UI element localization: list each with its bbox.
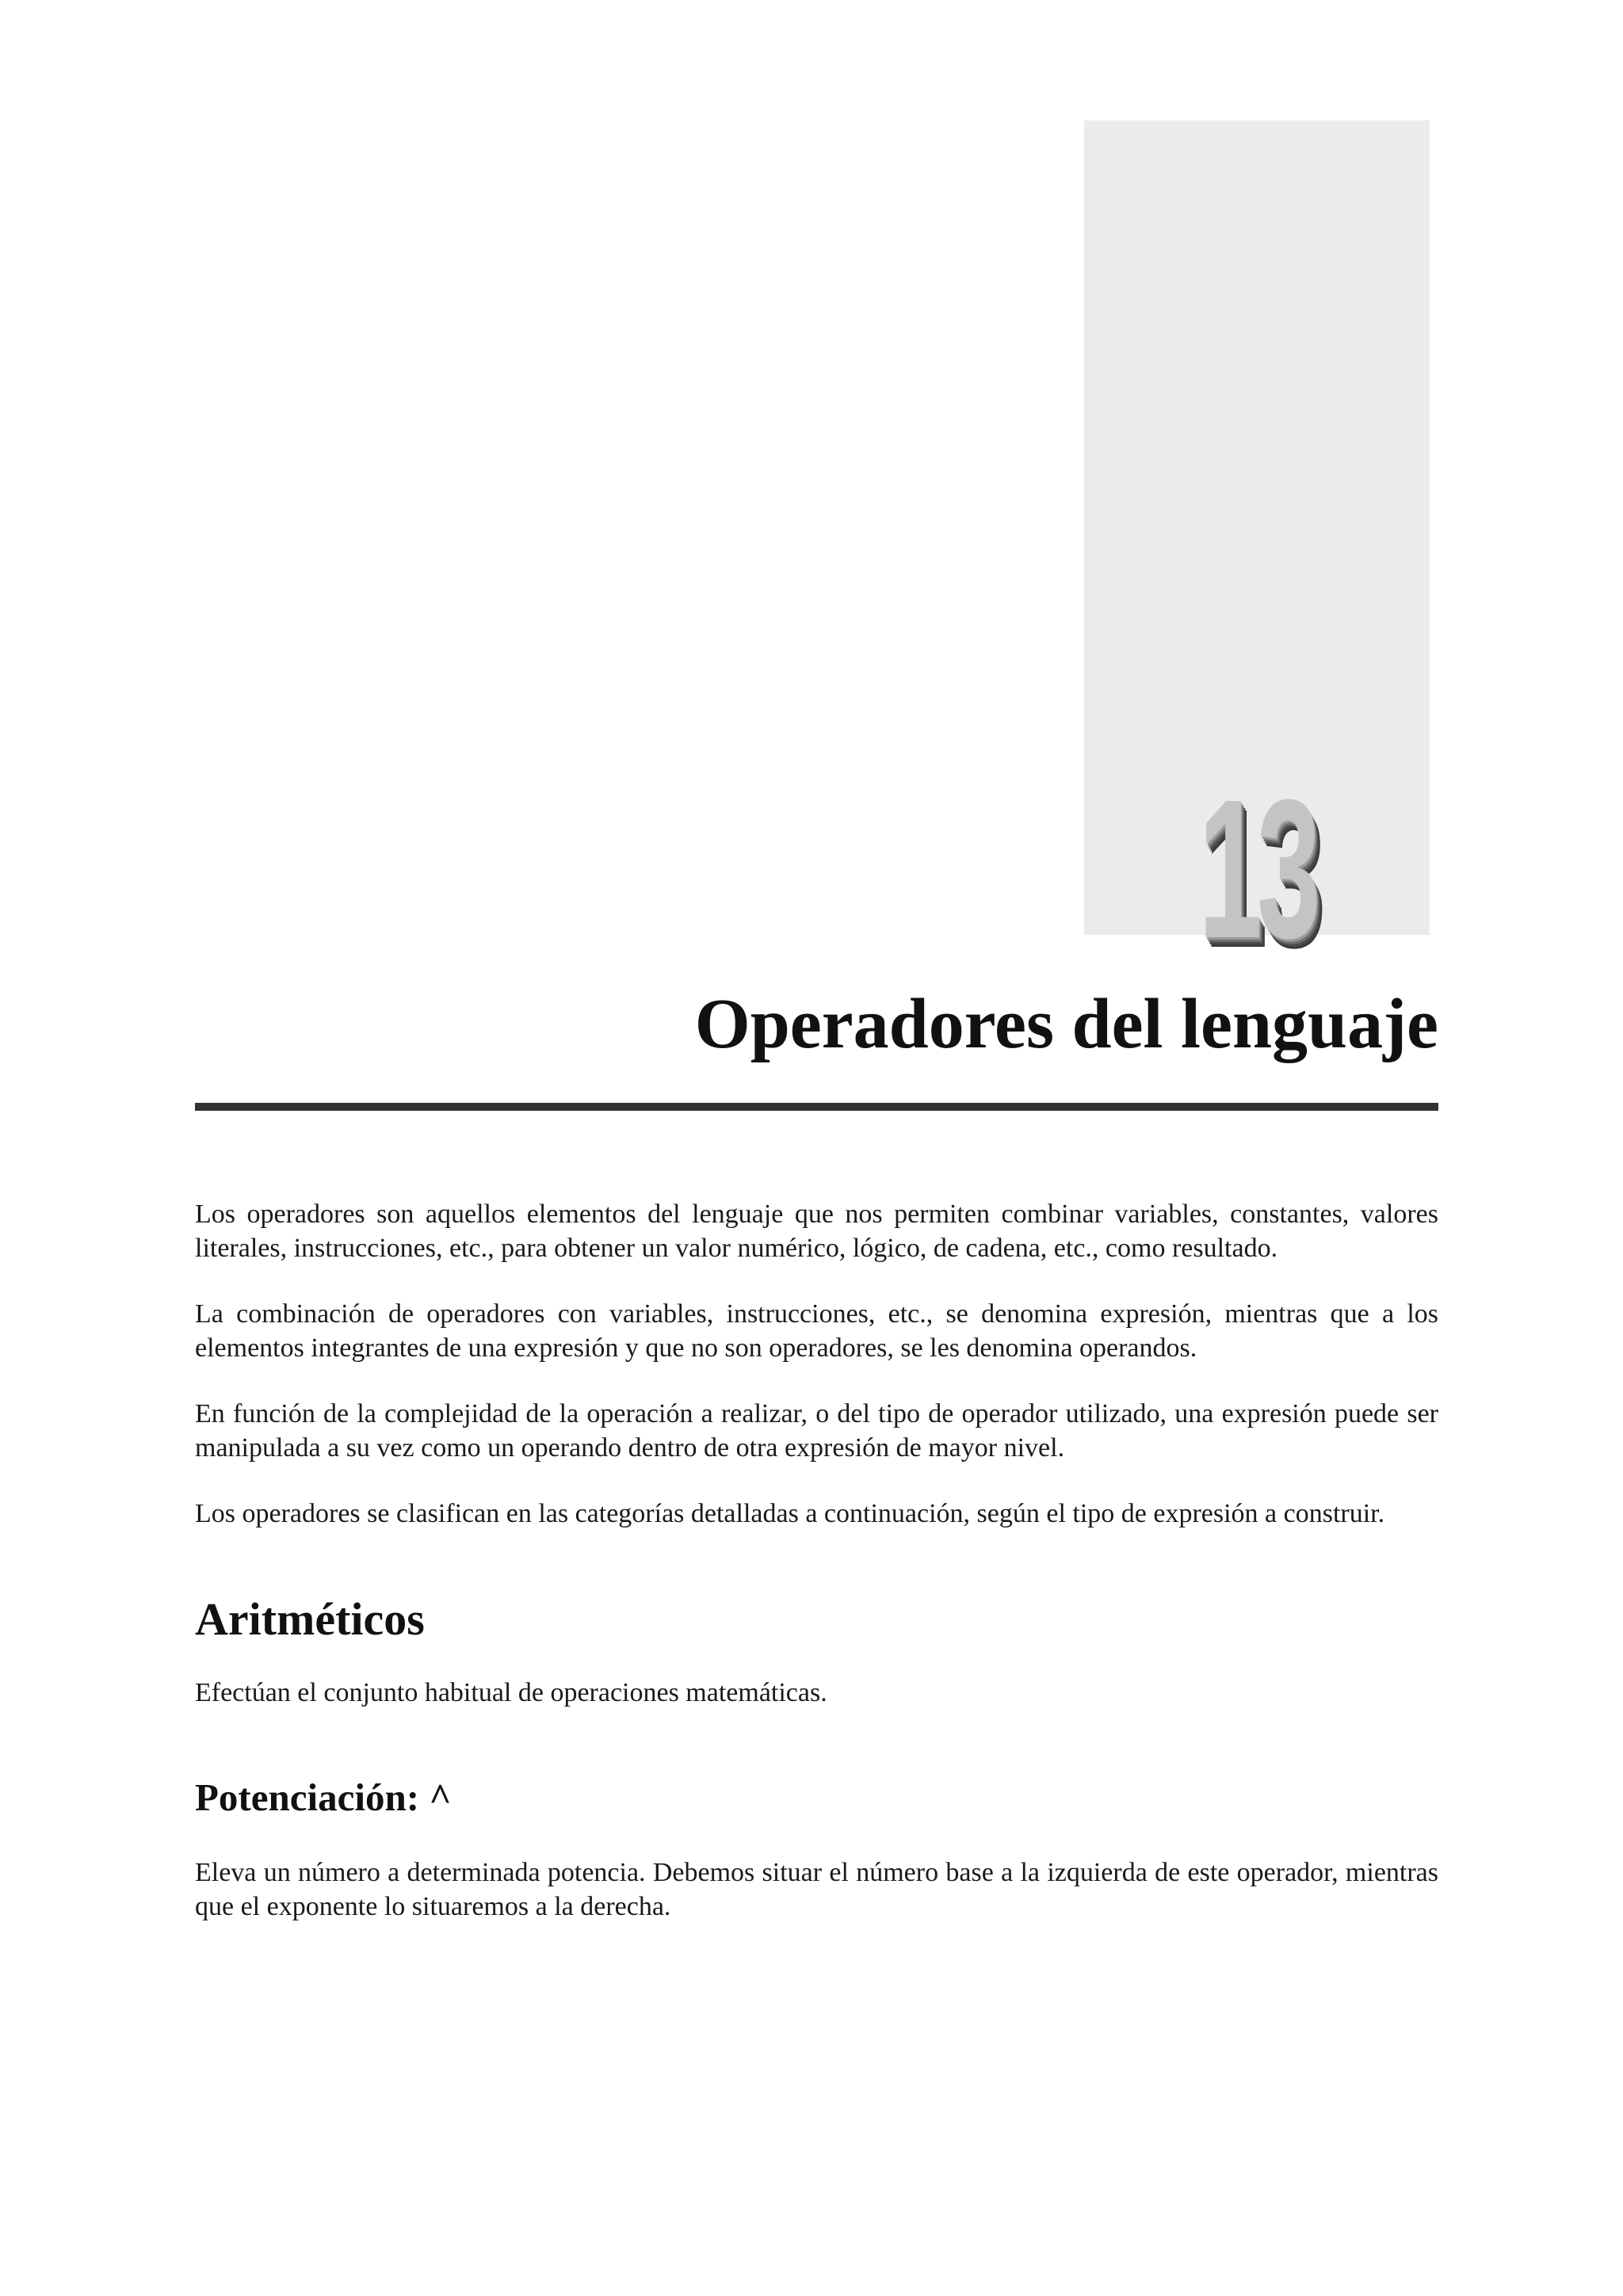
intro-paragraph: En función de la complejidad de la operación a realizar, o del tipo de operador utilizado, una expresión puede ser manipulada a su vez como un operando dentro de otra expresión de mayor nivel. [195,1399,1438,1463]
section-heading-aritmeticos: Aritméticos [195,1593,425,1645]
subsection-heading-potenciacion: Potenciación: ^ [195,1775,452,1819]
section-text-aritmeticos: Efectúan el conjunto habitual de operaciones matemáticas. [195,1678,827,1707]
subsection-text-potenciacion: Eleva un número a determinada potencia. Debemos situar el número base a la izquierda de este operador, mientras que el exponente lo situaremos a la derecha. [195,1858,1438,1921]
intro-paragraph: La combinación de operadores con variables, instrucciones, etc., se denomina expresión, mientras que a los elementos integrantes de una expresión y que no son operadores, se les denomina operandos. [195,1299,1438,1363]
intro-paragraph: Los operadores son aquellos elementos del lenguaje que nos permiten combinar variables, constantes, valores literales, instrucciones, etc., para obtener un valor numérico, lógico, de cadena, etc., como resultado. [195,1199,1438,1263]
intro-paragraph: Los operadores se clasifican en las categorías detalladas a continuación, según el tipo de expresión a construir. [195,1499,1385,1528]
chapter-number-panel [1084,120,1430,979]
title-divider [195,1103,1438,1111]
chapter-title: Operadores del lenguaje [694,985,1438,1063]
chapter-number: 13 [1198,758,1316,979]
chapter-body [195,1197,1438,1955]
